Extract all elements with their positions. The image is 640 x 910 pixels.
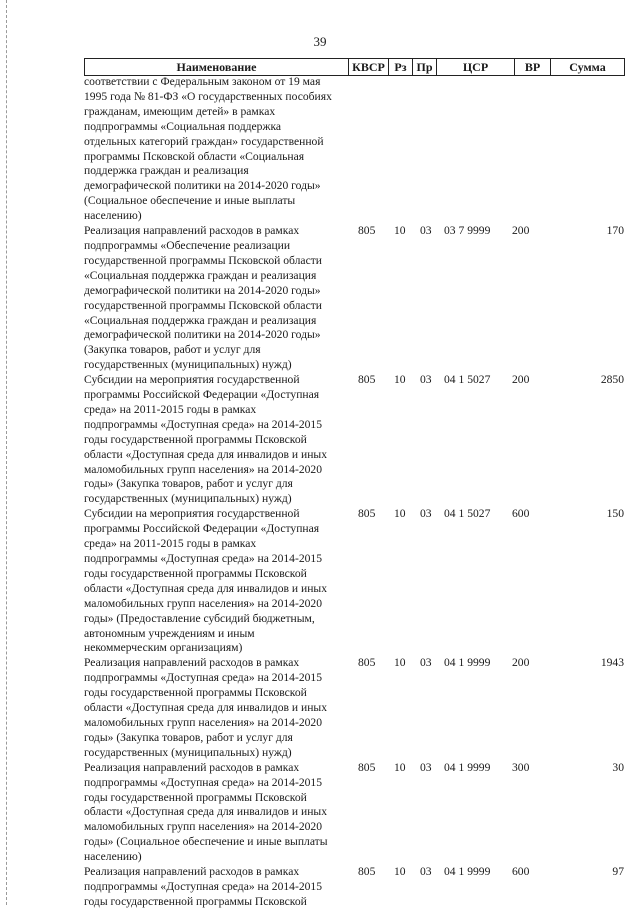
row-vr-cell: 300 — [512, 760, 530, 774]
row-name-cell — [84, 373, 346, 507]
row-name-line: отдельных категорий граждан» государственной — [84, 134, 324, 148]
row-name-line: годы государственной программы Псковской — [84, 432, 307, 446]
row-name-line: области «Доступная среда для инвалидов и иных — [84, 805, 328, 819]
row-pr-cell: 03 — [420, 507, 432, 521]
header-name: Наименование — [85, 59, 349, 76]
row-name-line: Реализация направлений расходов в рамках — [84, 865, 300, 879]
row-name-cell — [84, 507, 346, 656]
row-kvsr-cell: 805 — [358, 656, 376, 670]
row-name-line: подпрограммы «Социальная поддержка — [84, 119, 282, 133]
row-name-line: подпрограммы «Доступная среда» на 2014-2015 — [84, 775, 323, 789]
row-name-line: государственных (муниципальных) нужд) — [84, 492, 292, 506]
row-name-line: некоммерческим организациям) — [84, 641, 243, 655]
row-name-line: подпрограммы «Доступная среда» на 2014-2015 — [84, 879, 323, 893]
row-vr-cell: 200 — [512, 224, 530, 238]
header-csr: ЦСР — [437, 59, 515, 76]
row-name-cell — [84, 865, 346, 910]
row-name-line: годы» (Закупка товаров, работ и услуг для — [84, 730, 293, 744]
row-name-line: подпрограммы «Обеспечение реализации — [84, 238, 291, 252]
row-pr-cell: 03 — [420, 865, 432, 879]
row-name-line: демографической политики на 2014-2020 годы» — [84, 328, 321, 342]
row-name-line: подпрограммы «Доступная среда» на 2014-2015 — [84, 671, 323, 685]
table-body — [84, 75, 624, 910]
row-name-line: Реализация направлений расходов в рамках — [84, 656, 300, 670]
row-csr-cell: 04 1 9999 — [444, 865, 491, 879]
row-name-line: гражданам, имеющим детей» в рамках — [84, 104, 276, 118]
row-name-line: демографической политики на 2014-2020 годы» — [84, 283, 321, 297]
row-csr-cell: 03 7 9999 — [444, 224, 491, 238]
row-name-line: (Социальное обеспечение и иные выплаты — [84, 194, 296, 208]
row-pr-cell: 03 — [420, 760, 432, 774]
row-vr-cell: 200 — [512, 373, 530, 387]
row-sum-cell: 1943 — [600, 656, 624, 670]
row-name-line: Субсидии на мероприятия государственной — [84, 373, 300, 387]
row-sum-cell: 30 — [612, 760, 624, 774]
header-kvsr: КВСР — [349, 59, 389, 76]
row-name-line: населению) — [84, 209, 142, 223]
row-name-line: маломобильных групп населения» на 2014-2020 — [84, 820, 323, 834]
row-vr-cell: 600 — [512, 865, 530, 879]
row-name-line: годы государственной программы Псковской — [84, 894, 307, 908]
row-name-line: Субсидии на мероприятия государственной — [84, 507, 300, 521]
row-csr-cell: 04 1 9999 — [444, 760, 491, 774]
row-name-line: поддержка граждан и реализация — [84, 164, 249, 178]
row-name-line: годы государственной программы Псковской — [84, 686, 307, 700]
row-name-line: соответствии с Федеральным законом от 19 мая — [84, 75, 321, 88]
row-rz-cell: 10 — [394, 865, 406, 879]
row-vr-cell: 600 — [512, 507, 530, 521]
row-name-line: «Социальная поддержка граждан и реализация — [84, 268, 317, 282]
row-kvsr-cell: 805 — [358, 760, 376, 774]
row-name-line: программы Российской Федерации «Доступная — [84, 388, 320, 402]
row-name-line: среда» на 2011-2015 годы в рамках — [84, 537, 257, 551]
row-name-line: государственных (муниципальных) нужд) — [84, 745, 292, 759]
row-name-line: Реализация направлений расходов в рамках — [84, 224, 300, 238]
row-name-cell — [84, 224, 346, 373]
row-name-line: среда» на 2011-2015 годы в рамках — [84, 402, 257, 416]
row-rz-cell: 10 — [394, 760, 406, 774]
row-name-line: государственной программы Псковской области — [84, 253, 322, 267]
row-name-line: 1995 года № 81-ФЗ «О государственных пособиях — [84, 89, 332, 103]
row-name-line: программы Российской Федерации «Доступная — [84, 522, 320, 536]
page-number: 39 — [313, 34, 327, 49]
row-name-line: демографической политики на 2014-2020 годы» — [84, 179, 321, 193]
row-name-line: государственной программы Псковской области — [84, 298, 322, 312]
row-rz-cell: 10 — [394, 656, 406, 670]
row-rz-cell: 10 — [394, 507, 406, 521]
row-name-line: области «Доступная среда для инвалидов и иных — [84, 701, 328, 715]
row-csr-cell: 04 1 5027 — [444, 507, 491, 521]
scan-edge-line — [6, 0, 7, 905]
row-name-line: годы» (Социальное обеспечение и иные выплаты — [84, 835, 328, 849]
row-name-line: (Закупка товаров, работ и услуг для — [84, 343, 261, 357]
row-name-line: области «Доступная среда для инвалидов и иных — [84, 447, 328, 461]
row-name-line: маломобильных групп населения» на 2014-2020 — [84, 462, 323, 476]
row-rz-cell: 10 — [394, 224, 406, 238]
row-kvsr-cell: 805 — [358, 507, 376, 521]
row-name-line: населению) — [84, 850, 142, 864]
row-sum-cell: 150 — [606, 507, 624, 521]
row-pr-cell: 03 — [420, 224, 432, 238]
table-row — [84, 224, 624, 373]
row-name-line: маломобильных групп населения» на 2014-2020 — [84, 715, 323, 729]
row-csr-cell: 04 1 5027 — [444, 373, 491, 387]
header-vr: ВР — [515, 59, 551, 76]
row-sum-cell: 2850 — [600, 373, 624, 387]
row-name-line: годы государственной программы Псковской — [84, 566, 307, 580]
row-kvsr-cell: 805 — [358, 373, 376, 387]
row-name-line: маломобильных групп населения» на 2014-2020 — [84, 596, 323, 610]
row-kvsr-cell: 805 — [358, 865, 376, 879]
row-name-line: государственных (муниципальных) нужд) — [84, 358, 292, 372]
row-name-line: годы» (Закупка товаров, работ и услуг для — [84, 477, 293, 491]
row-name-line: области «Доступная среда для инвалидов и иных — [84, 581, 328, 595]
row-name-line: годы» (Предоставление субсидий бюджетным, — [84, 611, 315, 625]
row-name-cell — [84, 761, 346, 865]
row-sum-cell: 97 — [612, 865, 624, 879]
row-sum-cell: 170 — [606, 224, 624, 238]
row-name-line: Реализация направлений расходов в рамках — [84, 760, 300, 774]
row-name-line: годы государственной программы Псковской — [84, 790, 307, 804]
table-row — [84, 761, 624, 865]
row-name-cell — [84, 656, 346, 760]
header-pr: Пр — [413, 59, 437, 76]
row-kvsr-cell: 805 — [358, 224, 376, 238]
header-rz: Рз — [389, 59, 413, 76]
table-row — [84, 507, 624, 656]
row-name-line: «Социальная поддержка граждан и реализация — [84, 313, 317, 327]
table-row — [84, 373, 624, 507]
row-vr-cell: 200 — [512, 656, 530, 670]
row-name-line: подпрограммы «Доступная среда» на 2014-2015 — [84, 552, 323, 565]
row-csr-cell: 04 1 9999 — [444, 656, 491, 670]
row-pr-cell: 03 — [420, 373, 432, 387]
row-name-line: подпрограммы «Доступная среда» на 2014-2015 — [84, 417, 323, 431]
table-row — [84, 865, 624, 910]
row-pr-cell: 03 — [420, 656, 432, 670]
header-sum: Сумма — [551, 59, 625, 76]
table-header — [84, 58, 625, 76]
row-name-cell — [84, 75, 346, 224]
table-row — [84, 656, 624, 760]
row-name-line: автономным учреждениям и иным — [84, 626, 255, 640]
row-rz-cell: 10 — [394, 373, 406, 387]
table-row — [84, 75, 624, 224]
row-name-line: программы Псковской области «Социальная — [84, 149, 305, 163]
